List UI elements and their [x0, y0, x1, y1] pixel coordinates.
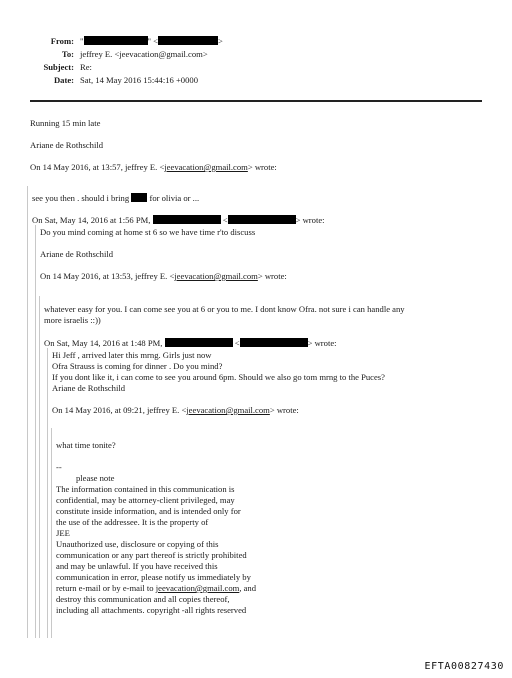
redaction-box	[131, 193, 147, 202]
quote-bar	[35, 225, 36, 638]
signature: Ariane de Rothschild	[30, 140, 104, 150]
body-line: Ofra Strauss is coming for dinner . Do you mind?	[52, 361, 223, 371]
disclaimer-line: return e-mail or by e-mail to jeevacation@gmail.com, and	[56, 583, 257, 593]
to-label: To:	[61, 49, 74, 59]
disclaimer-line: destroy this communication and all copies thereof,	[56, 594, 230, 604]
quote-bar	[39, 296, 40, 638]
from-quote-open: "	[80, 36, 84, 46]
disclaimer-line: the use of the addressee. It is the property of	[56, 517, 209, 527]
redaction-box	[165, 338, 233, 347]
disclaimer-line: confidential, may be attorney-client privileged, may	[56, 495, 235, 505]
signature: Ariane de Rothschild	[52, 383, 126, 393]
subject-label: Subject:	[43, 62, 74, 72]
body-line: more israelis ::))	[44, 315, 101, 325]
signature-separator: --	[56, 462, 62, 472]
disclaimer-line: communication or any part thereof is strictly prohibited	[56, 550, 247, 560]
header-divider	[30, 100, 482, 102]
quote-bar	[27, 186, 28, 638]
date-value: Sat, 14 May 2016 15:44:16 +0000	[80, 75, 198, 85]
disclaimer-line: communication in error, please notify us immediately by	[56, 572, 251, 582]
date-label: Date:	[53, 75, 74, 85]
disclaimer-line: The information contained in this communication is	[56, 484, 235, 494]
body-line: Running 15 min late	[30, 118, 101, 128]
quote-header: On Sat, May 14, 2016 at 1:56 PM, < > wrote:	[32, 215, 325, 225]
email-link[interactable]: jeevacation@gmail.com	[186, 405, 270, 415]
disclaimer-heading: please note	[76, 473, 115, 483]
redaction-box	[228, 215, 296, 224]
redaction-box	[240, 338, 308, 347]
email-link[interactable]: jeevacation@gmail.com	[155, 583, 240, 593]
body-line: Hi Jeff , arrived later this mrng. Girls just now	[52, 350, 212, 360]
from-value	[80, 36, 223, 46]
disclaimer-line: constitute inside information, and is intended only for	[56, 506, 241, 516]
email-link[interactable]: jeevacation@gmail.com	[164, 162, 248, 172]
quote-bar	[47, 348, 48, 638]
body-line: what time tonite?	[56, 440, 116, 450]
bates-number: EFTA00827430	[424, 660, 504, 672]
quote-header: On 14 May 2016, at 13:53, jeffrey E. <jeevacation@gmail.com> wrote:	[40, 271, 287, 281]
from-quote-mid: " <	[147, 36, 159, 46]
disclaimer-line: Unauthorized use, disclosure or copying of this	[56, 539, 219, 549]
quote-bar	[51, 428, 52, 638]
quote-header: On Sat, May 14, 2016 at 1:48 PM, < > wrote:	[44, 338, 337, 348]
redaction-box	[158, 36, 218, 45]
quote-header: On 14 May 2016, at 13:57, jeffrey E. <jeevacation@gmail.com> wrote:	[30, 162, 277, 172]
body-line: see you then . should i bring for olivia or ...	[32, 193, 200, 203]
email-link[interactable]: jeevacation@gmail.com	[174, 271, 258, 281]
subject-value: Re:	[80, 62, 92, 72]
redaction-box	[153, 215, 221, 224]
redaction-box	[84, 36, 148, 45]
to-value: jeffrey E. <jeevacation@gmail.com>	[80, 49, 208, 59]
from-quote-close: >	[218, 36, 223, 46]
signature: Ariane de Rothschild	[40, 249, 114, 259]
quote-header: On 14 May 2016, at 09:21, jeffrey E. <jeevacation@gmail.com> wrote:	[52, 405, 299, 415]
body-line: If you dont like it, i can come to see you around 6pm. Should we also go tom mrng to the Puces?	[52, 372, 385, 382]
disclaimer-line: JEE	[56, 528, 70, 538]
from-label: From:	[50, 36, 74, 46]
disclaimer-line: and may be unlawful. If you have received this	[56, 561, 218, 571]
disclaimer-line: including all attachments. copyright -all rights reserved	[56, 605, 247, 615]
body-line: Do you mind coming at home st 6 so we have time r'to discuss	[40, 227, 256, 237]
body-line: whatever easy for you. I can come see you at 6 or you to me. I dont know Ofra. not sure i can handle any	[44, 304, 405, 314]
